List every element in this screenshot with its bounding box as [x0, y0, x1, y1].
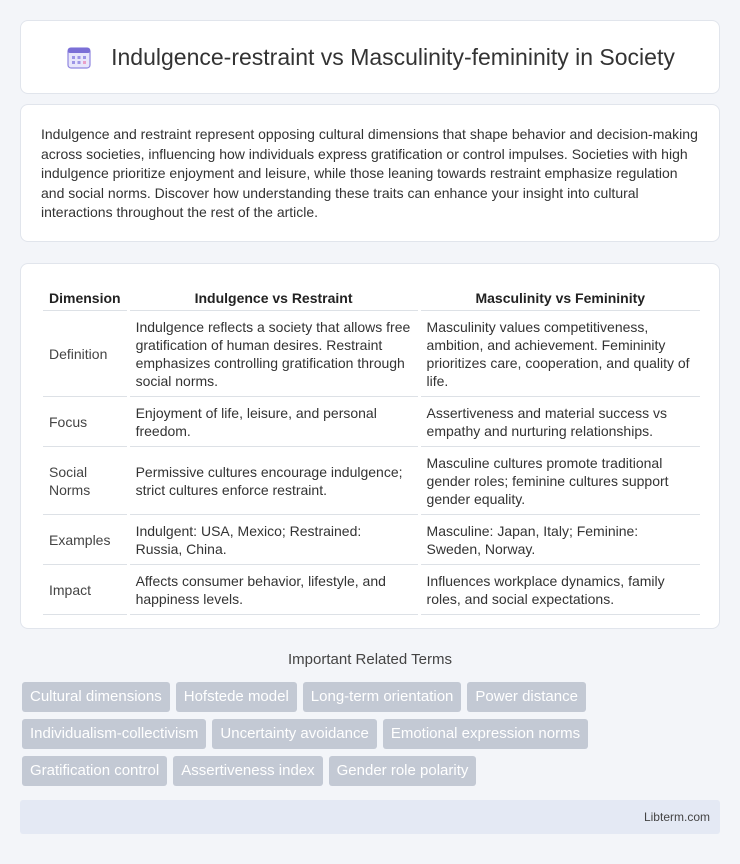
table-cell-dimension: Definition	[43, 311, 128, 397]
term-tag[interactable]: Cultural dimensions	[22, 682, 170, 712]
table-row	[43, 515, 700, 565]
table-cell: Masculinity values competitiveness, ambition, and achievement. Femininity prioritizes care, cooperation, and quality of life.	[419, 311, 700, 397]
table-cell: Influences workplace dynamics, family roles, and social expectations.	[419, 565, 700, 615]
table-cell-dimension: Examples	[43, 515, 128, 565]
comparison-table	[43, 284, 700, 615]
table-cell: Indulgence reflects a society that allows free gratification of human desires. Restraint emphasizes controlling gratification through social norms.	[128, 311, 419, 397]
page-title: Indulgence-restraint vs Masculinity-femininity in Society	[111, 43, 675, 70]
table-row	[43, 397, 700, 447]
term-tag[interactable]: Long-term orientation	[303, 682, 462, 712]
term-tag[interactable]: Individualism-collectivism	[22, 719, 206, 749]
term-tag[interactable]: Uncertainty avoidance	[212, 719, 376, 749]
intro-paragraph: Indulgence and restraint represent opposing cultural dimensions that shape behavior and decision-making across societies, influencing how individuals express gratification or control impulses. Societies with high indulgence prioritize enjoyment and leisure, while those leaning towards restraint emphasize regulation and social norms. Discover how understanding these traits can enhance your insight into cultural interactions throughout the rest of the article.	[41, 126, 698, 220]
table-cell: Assertiveness and material success vs empathy and nurturing relationships.	[419, 397, 700, 447]
term-tag[interactable]: Gratification control	[22, 756, 167, 786]
table-cell: Masculine cultures promote traditional gender roles; feminine cultures support gender equality.	[419, 447, 700, 515]
header-card	[20, 20, 720, 94]
table-cell: Masculine: Japan, Italy; Feminine: Sweden, Norway.	[419, 515, 700, 565]
column-header: Masculinity vs Femininity	[419, 284, 700, 311]
table-cell: Indulgent: USA, Mexico; Restrained: Russia, China.	[128, 515, 419, 565]
related-terms-title: Important Related Terms	[288, 651, 452, 668]
term-tag[interactable]: Power distance	[467, 682, 586, 712]
footer	[20, 800, 720, 834]
term-tag[interactable]: Emotional expression norms	[383, 719, 588, 749]
calendar-icon	[65, 43, 93, 71]
term-tag[interactable]: Gender role polarity	[329, 756, 477, 786]
footer-site-link[interactable]: Libterm.com	[643, 810, 710, 824]
table-cell-dimension: Social Norms	[43, 447, 128, 515]
table-cell: Affects consumer behavior, lifestyle, and happiness levels.	[128, 565, 419, 615]
related-terms-list	[22, 682, 722, 786]
table-cell: Permissive cultures encourage indulgence; strict cultures enforce restraint.	[128, 447, 419, 515]
term-tag[interactable]: Hofstede model	[176, 682, 297, 712]
intro-card	[20, 104, 720, 242]
term-tag[interactable]: Assertiveness index	[173, 756, 322, 786]
table-cell-dimension: Focus	[43, 397, 128, 447]
comparison-card	[20, 263, 720, 629]
table-header-row	[43, 284, 700, 311]
column-header: Indulgence vs Restraint	[128, 284, 419, 311]
table-cell-dimension: Impact	[43, 565, 128, 615]
column-header: Dimension	[43, 284, 128, 311]
table-cell: Enjoyment of life, leisure, and personal freedom.	[128, 397, 419, 447]
table-row	[43, 311, 700, 397]
table-row	[43, 447, 700, 515]
table-row	[43, 565, 700, 615]
